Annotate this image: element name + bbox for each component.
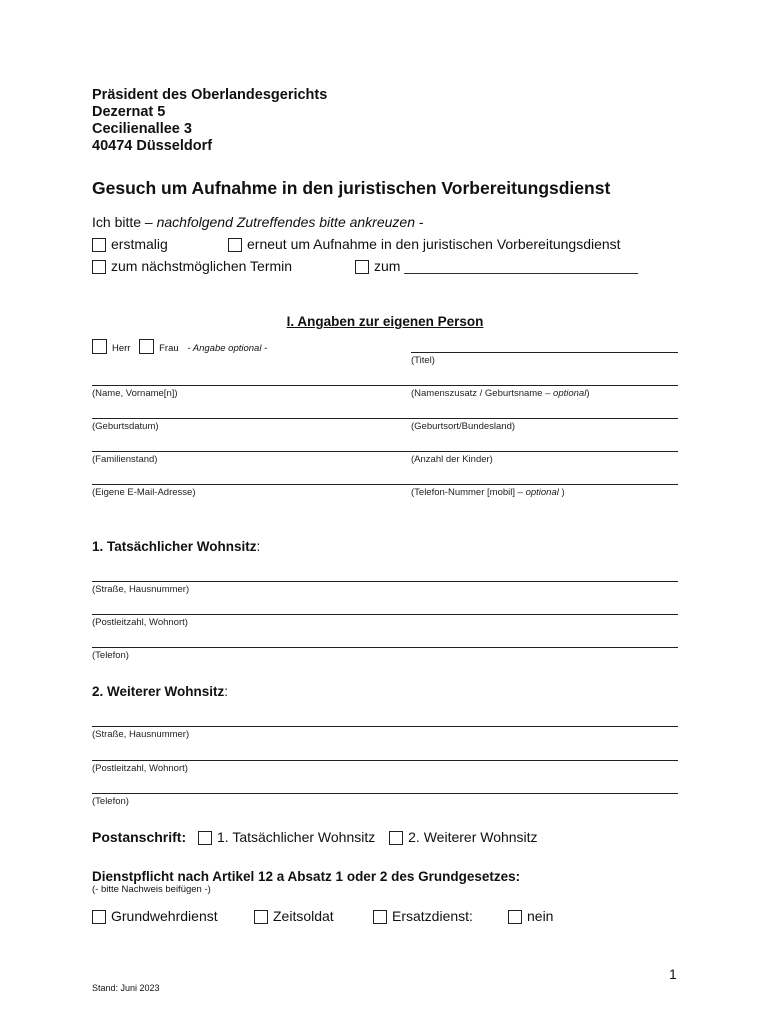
checkbox-postanschrift-2[interactable] [389,831,403,845]
checkbox-frau[interactable] [139,339,154,354]
label-wohnsitz2-telefon: (Telefon) [92,796,129,807]
option-nein[interactable] [508,908,553,924]
checkbox-erneut[interactable] [228,238,242,252]
label-name: (Name, Vorname[n]) [92,388,178,399]
label-herr: Herr [112,343,131,354]
label-familienstand: (Familienstand) [92,454,158,465]
option-ersatzdienst[interactable] [373,908,473,924]
checkbox-nein[interactable] [508,910,522,924]
address-line-2: Dezernat 5 [92,104,166,120]
checkbox-naechstmoeglich[interactable] [92,260,106,274]
label-wohnsitz1-strasse: (Straße, Hausnummer) [92,584,190,595]
intro-suffix: - [415,214,424,230]
label-geburtsdatum: (Geburtsdatum) [92,421,159,432]
intro-prefix: Ich bitte – [92,214,157,230]
intro-italic: nachfolgend Zutreffendes bitte ankreuzen [156,214,415,230]
label-wohnsitz1-telefon: (Telefon) [92,650,129,661]
address-line-3: Cecilienallee 3 [92,121,192,137]
recipient-address [92,87,327,155]
section-title-personal-text: I. Angaben zur eigenen Person [286,314,484,329]
checkbox-grundwehrdienst[interactable] [92,910,106,924]
option-grundwehrdienst[interactable] [92,908,218,924]
heading-wohnsitz-2 [92,684,228,699]
option-naechstmoeglich[interactable] [92,258,292,274]
label-nein: nein [527,908,554,924]
wohnsitz2-telefon-line[interactable] [92,793,678,794]
checkbox-zum[interactable] [355,260,369,274]
option-zum-label: zum ______________________________ [374,258,638,274]
option-erstmalig[interactable] [92,236,168,252]
label-frau: Frau [159,343,179,354]
heading-wohnsitz-1 [92,539,260,554]
namenszusatz-optional: optional [553,388,587,399]
option-erstmalig-label: erstmalig [111,236,168,252]
page-number: 1 [669,966,677,982]
email-line[interactable] [92,484,678,485]
label-zeitsoldat: Zeitsoldat [273,908,334,924]
salutation-row [92,339,267,354]
heading-wohnsitz-2-text: 2. Weiterer Wohnsitz [92,684,225,699]
wohnsitz1-strasse-line[interactable] [92,581,678,582]
titel-line[interactable] [411,352,678,353]
checkbox-herr[interactable] [92,339,107,354]
option-erneut-label: erneut um Aufnahme in den juristischen Vorbereitungsdienst [247,236,621,252]
label-wohnsitz1-plz: (Postleitzahl, Wohnort) [92,617,188,628]
label-wohnsitz2-plz: (Postleitzahl, Wohnort) [92,763,188,774]
heading-wohnsitz-2-colon: : [224,684,229,699]
label-email: (Eigene E-Mail-Adresse) [92,487,196,498]
salutation-optional-note: - Angabe optional - [187,343,268,354]
postanschrift-label: Postanschrift: [92,829,187,845]
dienstpflicht-note: (- bitte Nachweis beifügen -) [92,884,211,895]
geburtsdatum-line[interactable] [92,418,678,419]
option-zum[interactable] [355,258,638,274]
checkbox-zeitsoldat[interactable] [254,910,268,924]
telefon-optional: optional [525,487,559,498]
option-zeitsoldat[interactable] [254,908,334,924]
section-title-personal [0,314,770,329]
address-line-4: 40474 Düsseldorf [92,138,213,154]
heading-wohnsitz-1-colon: : [256,539,261,554]
label-namenszusatz [411,388,590,399]
heading-dienstpflicht: Dienstpflicht nach Artikel 12 a Absatz 1 oder 2 des Grundgesetzes: [92,869,521,884]
wohnsitz2-plz-line[interactable] [92,760,678,761]
heading-wohnsitz-1-text: 1. Tatsächlicher Wohnsitz [92,539,257,554]
name-line[interactable] [92,385,678,386]
label-ersatzdienst: Ersatzdienst: [392,908,473,924]
intro-text [92,214,424,230]
namenszusatz-suffix: ) [586,388,590,399]
address-line-1: Präsident des Oberlandesgerichts [92,87,328,103]
wohnsitz1-plz-line[interactable] [92,614,678,615]
option-erneut[interactable] [228,236,621,252]
label-titel: (Titel) [411,355,435,366]
wohnsitz1-telefon-line[interactable] [92,647,678,648]
document-title: Gesuch um Aufnahme in den juristischen Vorbereitungsdienst [92,178,611,198]
checkbox-postanschrift-1[interactable] [198,831,212,845]
option-naechstmoeglich-label: zum nächstmöglichen Termin [111,258,293,274]
telefon-suffix: ) [558,487,565,498]
postanschrift-option-2: 2. Weiterer Wohnsitz [408,829,538,845]
footer-stand: Stand: Juni 2023 [92,983,160,993]
checkbox-ersatzdienst[interactable] [373,910,387,924]
label-grundwehrdienst: Grundwehrdienst [111,908,218,924]
label-wohnsitz2-strasse: (Straße, Hausnummer) [92,729,190,740]
postanschrift-option-1: 1. Tatsächlicher Wohnsitz [217,829,376,845]
checkbox-erstmalig[interactable] [92,238,106,252]
familienstand-line[interactable] [92,451,678,452]
namenszusatz-prefix: (Namenszusatz / Geburtsname – [411,388,554,399]
wohnsitz2-strasse-line[interactable] [92,726,678,727]
telefon-prefix: (Telefon-Nummer [mobil] – [411,487,526,498]
label-geburtsort: (Geburtsort/Bundesland) [411,421,516,432]
label-kinder: (Anzahl der Kinder) [411,454,493,465]
label-telefon-mobil [411,487,565,498]
postanschrift-row [92,829,538,845]
